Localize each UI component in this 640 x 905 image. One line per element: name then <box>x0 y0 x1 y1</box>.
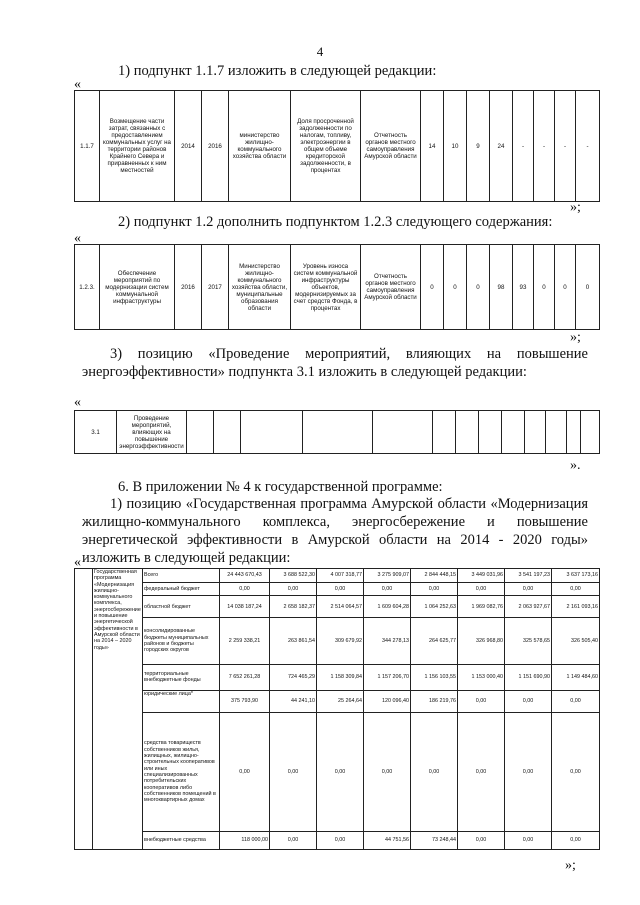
table-cell: 4 007 318,77 <box>317 569 364 583</box>
item2-heading: 2) подпункт 1.2 дополнить подпунктом 1.2.3 следующего содержания: <box>118 214 553 230</box>
table-cell: 2017 <box>202 245 229 330</box>
table-cell: 3 688 522,30 <box>270 569 317 583</box>
table-cell: 2 844 448,15 <box>411 569 458 583</box>
page-number: 4 <box>316 44 324 59</box>
table-cell: 1 153 000,40 <box>458 664 505 690</box>
item3-open-quote: « <box>74 395 81 410</box>
item1-open-quote: « <box>74 77 81 92</box>
item6-heading: 6. В приложении № 4 к государственной программе: <box>118 479 443 495</box>
table-cell: консолидированные бюджеты муниципальных районов и бюджеты городских округов <box>143 618 220 664</box>
table-row <box>75 712 600 831</box>
table-cell: 2 658 182,37 <box>270 596 317 618</box>
table-cell: 0,00 <box>220 583 270 596</box>
table-cell: 0,00 <box>270 831 317 849</box>
table-cell: 0,00 <box>552 831 600 849</box>
table-cell: 344 278,13 <box>364 618 411 664</box>
table-cell <box>479 411 502 454</box>
table-cell: 2 161 093,16 <box>552 596 600 618</box>
table-cell <box>502 411 525 454</box>
table-cell: 0,00 <box>458 712 505 831</box>
table-cell: 724 465,29 <box>270 664 317 690</box>
table-cell: федеральный бюджет <box>143 583 220 596</box>
table-cell: 0,00 <box>270 712 317 831</box>
table-cell: Отчетность органов местного самоуправления Амурской области <box>361 91 421 202</box>
item2-open-quote: « <box>74 231 81 246</box>
table-cell: 1 064 252,63 <box>411 596 458 618</box>
table-cell: 2016 <box>202 91 229 202</box>
table-cell <box>241 411 303 454</box>
item6-table <box>74 568 600 850</box>
table-cell: 0,00 <box>458 831 505 849</box>
table-cell: 3 449 031,96 <box>458 569 505 583</box>
table-cell: 326 968,80 <box>458 618 505 664</box>
table-row <box>75 596 600 618</box>
item1-table <box>74 90 600 202</box>
table-cell: 0 <box>444 245 467 330</box>
table-cell: 1 609 604,28 <box>364 596 411 618</box>
table-cell: 24 <box>490 91 513 202</box>
table-cell: 1.1.7 <box>75 91 100 202</box>
table-cell: 264 625,77 <box>411 618 458 664</box>
table-cell: 0,00 <box>552 583 600 596</box>
item2-close-quote: »; <box>570 330 581 345</box>
table-cell: 10 <box>444 91 467 202</box>
table-cell: 0,00 <box>505 712 552 831</box>
table-cell: 1 151 690,90 <box>505 664 552 690</box>
table-cell: 2 259 338,21 <box>220 618 270 664</box>
table-cell: 25 264,64 <box>317 690 364 712</box>
table-cell: 0,00 <box>317 583 364 596</box>
table-cell: 0,00 <box>552 712 600 831</box>
table-cell: 0,00 <box>317 712 364 831</box>
table-cell <box>546 411 567 454</box>
program-name: Государственная программа «Модернизация жилищно-коммунального комплекса, энергосбережение и повышение энергетической эффективности в Амурской области на 2014 – 2020 годы» <box>93 569 143 850</box>
table-cell: областной бюджет <box>143 596 220 618</box>
table-cell: 326 505,40 <box>552 618 600 664</box>
table-cell: 2016 <box>175 245 202 330</box>
item6-close-quote: »; <box>565 858 576 873</box>
table-cell <box>75 569 93 850</box>
table-row <box>75 690 600 712</box>
table-cell <box>456 411 479 454</box>
table-cell: 263 861,54 <box>270 618 317 664</box>
table-cell <box>581 411 600 454</box>
table-row <box>75 664 600 690</box>
table-row <box>75 583 600 596</box>
table-cell: 186 219,76 <box>411 690 458 712</box>
table-cell: 3 637 173,16 <box>552 569 600 583</box>
table-cell: 24 443 670,43 <box>220 569 270 583</box>
table-cell: 0 <box>555 245 576 330</box>
table-cell: - <box>576 91 600 202</box>
table-cell <box>373 411 433 454</box>
table-cell <box>567 411 581 454</box>
table-cell: 0,00 <box>270 583 317 596</box>
table-cell: 0 <box>421 245 444 330</box>
table-cell: 375 793,90 <box>220 690 270 712</box>
table-cell: 44 241,10 <box>270 690 317 712</box>
table-cell: 1 158 309,84 <box>317 664 364 690</box>
table-cell: 0,00 <box>220 712 270 831</box>
table-cell <box>433 411 456 454</box>
item1-heading: 1) подпункт 1.1.7 изложить в следующей редакции: <box>118 63 437 79</box>
table-cell: 14 <box>421 91 444 202</box>
table-cell: 14 038 187,24 <box>220 596 270 618</box>
table-cell: 0 <box>576 245 600 330</box>
table-cell: 1 156 103,55 <box>411 664 458 690</box>
table-cell: 1 157 206,70 <box>364 664 411 690</box>
table-cell: средства товариществ собственников жилья, жилищных, жилищно-строительных кооперативов или иных специализированных потребительских кооперативов либо собственников помещений в многоквартирных домах <box>143 712 220 831</box>
table-cell: 9 <box>467 91 490 202</box>
table-cell: 0,00 <box>458 690 505 712</box>
table-cell: Уровень износа систем коммунальной инфраструктуры объектов, модернизируемых за счет средств Фонда, в процентах <box>291 245 361 330</box>
table-cell: территориальные внебюджетные фонды <box>143 664 220 690</box>
item2-table <box>74 244 600 330</box>
item3-table <box>74 410 600 454</box>
table-row <box>75 411 600 454</box>
table-cell: 2 514 064,57 <box>317 596 364 618</box>
table-cell: - <box>534 91 555 202</box>
table-cell: 0,00 <box>364 583 411 596</box>
table-cell: 325 578,65 <box>505 618 552 664</box>
table-cell: 98 <box>490 245 513 330</box>
table-cell: 0,00 <box>505 583 552 596</box>
item1-close-quote: »; <box>570 200 581 215</box>
table-cell: 0 <box>534 245 555 330</box>
table-cell: 7 652 261,28 <box>220 664 270 690</box>
table-cell: 0 <box>467 245 490 330</box>
table-cell: Доля просроченной задолженности по налогам, топливу, электроэнергии в общем объеме кредиторской задолженности, в процентах <box>291 91 361 202</box>
table-cell: 1 149 484,60 <box>552 664 600 690</box>
table-cell: 1 969 082,76 <box>458 596 505 618</box>
table-cell: Всего <box>143 569 220 583</box>
table-cell: 0,00 <box>552 690 600 712</box>
table-cell: 0,00 <box>317 831 364 849</box>
table-cell: 44 751,56 <box>364 831 411 849</box>
table-cell: 2014 <box>175 91 202 202</box>
table-cell: 73 248,44 <box>411 831 458 849</box>
table-cell: 309 679,92 <box>317 618 364 664</box>
table-cell: 3 275 909,07 <box>364 569 411 583</box>
table-cell <box>303 411 373 454</box>
table-cell: 120 096,40 <box>364 690 411 712</box>
table-row <box>75 831 600 849</box>
table-row <box>75 245 600 330</box>
table-cell: 2 063 927,67 <box>505 596 552 618</box>
table-cell: 0,00 <box>411 712 458 831</box>
table-cell: 118 000,00 <box>220 831 270 849</box>
table-cell: 3.1 <box>75 411 117 454</box>
table-cell: 0,00 <box>411 583 458 596</box>
table-row <box>75 569 600 583</box>
table-cell: 0,00 <box>505 690 552 712</box>
table-cell: 1.2.3. <box>75 245 100 330</box>
table-cell: Проведение мероприятий, влияющих на повышение энергоэффективности <box>117 411 187 454</box>
table-row <box>75 91 600 202</box>
table-cell: Возмещение части затрат, связанных с предоставлением коммунальных услуг на территории районов Крайнего Севера и приравненных к ним местностей <box>100 91 175 202</box>
item6-open-quote: « <box>74 555 81 570</box>
table-cell: внебюджетные средства <box>143 831 220 849</box>
item3-text: 3) позицию «Проведение мероприятий, влияющих на повышение энергоэффективности» подпункта 3.1 изложить в следующей редакции: <box>82 346 588 380</box>
table-cell <box>214 411 241 454</box>
table-cell: министерство жилищно-коммунального хозяйства области <box>229 91 291 202</box>
table-cell: 0,00 <box>505 831 552 849</box>
table-cell: 0,00 <box>364 712 411 831</box>
table-cell: 93 <box>513 245 534 330</box>
table-cell: - <box>555 91 576 202</box>
item6-text: 1) позицию «Государственная программа Амурской области «Модернизация жилищно-коммунального комплекса, энергосбережение и повышение энергетической эффективности в Амурской области на 2014 - 2020 годы» изложить в следующей редакции: <box>82 496 588 566</box>
table-cell <box>187 411 214 454</box>
table-cell: 3 541 197,23 <box>505 569 552 583</box>
table-cell: 0,00 <box>458 583 505 596</box>
table-cell: Министерство жилищно-коммунального хозяйства области, муниципальные образования области <box>229 245 291 330</box>
table-cell: Отчетность органов местного самоуправления Амурской области <box>361 245 421 330</box>
table-cell <box>525 411 546 454</box>
table-row <box>75 618 600 664</box>
table-cell: Обеспечение мероприятий по модернизации систем коммунальной инфраструктуры <box>100 245 175 330</box>
item3-close-quote: ». <box>570 458 581 473</box>
table-cell: юридические лица* <box>143 690 220 712</box>
table-cell: - <box>513 91 534 202</box>
